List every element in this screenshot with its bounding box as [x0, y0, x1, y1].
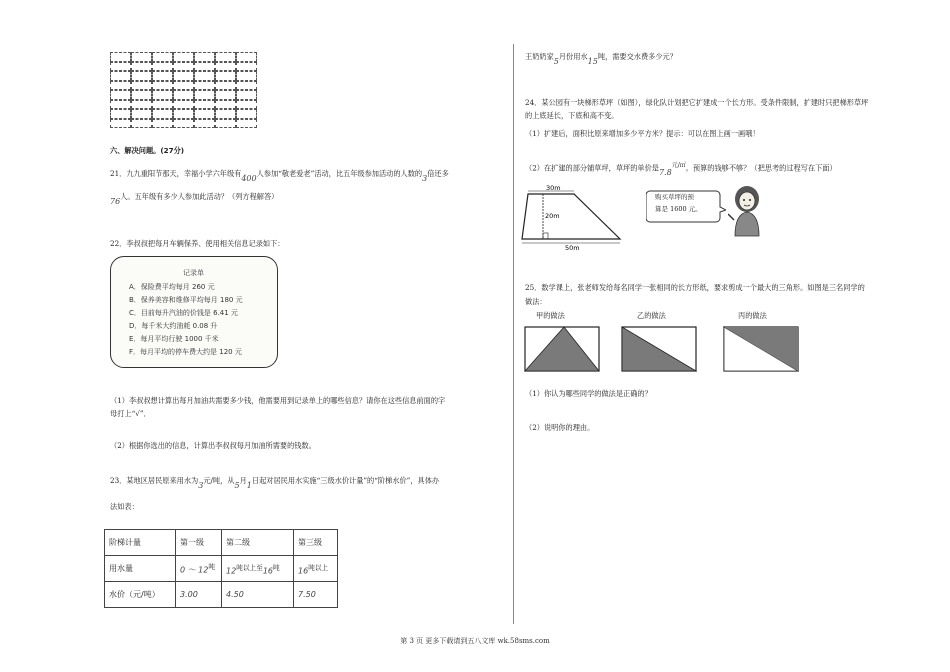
grid-cell	[131, 109, 152, 119]
grid-cell	[194, 71, 215, 81]
q24-line1: 24．某公园有一块梯形草坪（如图），绿化队计划把它扩建成一个长方形。受条件限制，扩建时只把梯形草坪	[525, 98, 869, 107]
q22-sub1-line1: （1）李叔叔想计算出每月加油共需要多少钱，他需要用到记录单上的哪些信息？请你在这些信息前面的字	[110, 396, 446, 405]
grid-cell	[194, 100, 215, 110]
table-cell: $16^{吨以上}$	[294, 556, 338, 582]
grid-cell	[215, 100, 236, 110]
table-row	[105, 582, 338, 608]
grid-cell	[236, 62, 257, 72]
grid-cell	[194, 90, 215, 100]
table-header: 第三级	[294, 530, 338, 556]
q24-line2: 的上底延长，下底和高不变。	[525, 111, 619, 120]
grid-cell	[215, 71, 236, 81]
section-title: 六、解决问题。(27分)	[110, 146, 185, 155]
grid-cell	[152, 109, 173, 119]
q22-intro: 22．李叔叔把每月车辆保养、使用相关信息记录如下：	[110, 239, 285, 248]
bubble-text-1: 购买草坪的预	[655, 193, 694, 201]
grid-cell	[131, 71, 152, 81]
record-item: C．目前每升汽油的价钱是 6.41 元	[129, 309, 238, 317]
grid-cell	[173, 100, 194, 110]
method-label-bing: 丙的做法	[738, 311, 767, 320]
q21-line2: 76人。五年级有多少人参加此活动？（列方程解答）	[110, 192, 279, 206]
grid-cell	[173, 81, 194, 91]
q23-line2: 法如表：	[110, 502, 139, 511]
method-label-yi: 乙的做法	[637, 311, 666, 320]
record-item: A．保险费平均每月 260 元	[129, 283, 215, 291]
table-cell: 用水量	[105, 556, 176, 582]
grid-cell	[152, 52, 173, 62]
grid-cell	[194, 62, 215, 72]
rectangle-jia	[524, 326, 600, 372]
record-item: B．保养美容和维修平均每月 180 元	[129, 296, 243, 304]
table-row	[105, 556, 338, 582]
teacher-illustration-icon	[728, 184, 770, 238]
height-label: 20m	[545, 212, 560, 220]
q25-sub1: （1）你认为哪些同学的做法是正确的？	[525, 389, 652, 398]
record-item: E．每月平均行驶 1000 千米	[129, 335, 219, 343]
table-cell: 0 ～ $12^吨$	[176, 556, 222, 582]
grid-cell	[152, 119, 173, 129]
grid-cell	[236, 52, 257, 62]
grid-cell	[110, 109, 131, 119]
grid-cell	[215, 109, 236, 119]
grid-cell	[173, 52, 194, 62]
grid-cell	[236, 90, 257, 100]
grid-cell	[110, 71, 131, 81]
grid-cell	[131, 62, 152, 72]
grid-cell	[131, 52, 152, 62]
q25-line2: 做法：	[525, 297, 547, 306]
grid-cell	[131, 100, 152, 110]
table-header: 第一级	[176, 530, 222, 556]
q25-sub2: （2）说明你的理由。	[525, 423, 595, 432]
grid-cell	[110, 100, 131, 110]
grid-cell	[236, 119, 257, 129]
grid-cell	[194, 119, 215, 129]
water-price-table	[104, 529, 338, 608]
grid-cell	[236, 81, 257, 91]
grid-cell	[131, 90, 152, 100]
grid-cell	[152, 62, 173, 72]
record-sheet	[110, 256, 278, 368]
column-divider	[513, 44, 514, 624]
record-item: D．每千米大约油耗 0.08 升	[129, 322, 218, 330]
method-label-jia: 甲的做法	[536, 311, 565, 320]
grid-cell	[173, 109, 194, 119]
record-item: F．每月平均的停车费大约是 120 元	[129, 348, 242, 356]
q25-line1: 25．数学课上，张老师发给每名同学一张相同的长方形纸，要求剪成一个最大的三角形。如图是三名同学的	[525, 283, 865, 292]
grid-cell	[110, 90, 131, 100]
q24-sub1: （1）扩建后，面积比原来增加多少平方米？提示：可以在图上画一画哦！	[525, 129, 760, 138]
table-cell: 7.50	[294, 582, 338, 608]
grid-cell	[131, 119, 152, 129]
bubble-text-2: 算是 1600 元。	[655, 205, 702, 213]
q22-sub2: （2）根据你选出的信息，计算出李叔叔每月加油所需要的钱数。	[110, 441, 316, 450]
table-cell: 3.00	[176, 582, 222, 608]
table-cell: 水价（元/吨）	[105, 582, 176, 608]
grid-cell	[110, 62, 131, 72]
q24-sub2: （2）在扩建的部分铺草坪，草坪的单价是$7.8^{元/㎡}$。预算的钱够不够？（把思考的过程写在下面）	[525, 162, 837, 178]
grid-cell	[110, 52, 131, 62]
grid-cell	[215, 62, 236, 72]
grid-cell	[236, 109, 257, 119]
table-row	[105, 530, 338, 556]
grid-cell	[152, 90, 173, 100]
grid-cell	[215, 52, 236, 62]
q22-sub1-line2: 母打上“√”．	[110, 409, 151, 418]
grid-cell	[152, 71, 173, 81]
grid-cell	[215, 90, 236, 100]
page-footer: 第 3 页 更多下载请到五八文库 wk.58sms.com	[400, 637, 550, 645]
trapezoid-diagram	[515, 182, 635, 252]
grid-cell	[173, 71, 194, 81]
grid-cell	[194, 52, 215, 62]
table-header: 阶梯计量	[105, 530, 176, 556]
bottom-base-label: 50m	[565, 244, 580, 252]
grid-cell	[131, 81, 152, 91]
grid-cell	[194, 109, 215, 119]
grid-cell	[110, 119, 131, 129]
grid-cell	[152, 81, 173, 91]
grid-cell	[236, 71, 257, 81]
grid-cell	[152, 100, 173, 110]
grid-cell	[215, 119, 236, 129]
table-cell: 4.50	[222, 582, 294, 608]
grid-cell	[173, 90, 194, 100]
grid-cell	[194, 81, 215, 91]
grid-cell	[173, 119, 194, 129]
top-base-label: 30m	[546, 184, 561, 192]
rectangle-bing	[723, 326, 799, 372]
q23-line1: 23．某地区居民原来用水为3元/吨，从5月1日起对居民用水实施“三级水价计量”的“阶梯水价”，具体办	[110, 476, 440, 490]
q21-line1: 21．九九重阳节那天，幸福小学六年级有400人参加“敬老爱老”活动，比五年级参加活动的人数的3倍还多	[110, 169, 449, 183]
rectangle-yi	[621, 326, 697, 372]
grid-cell	[236, 100, 257, 110]
grid-cell	[173, 62, 194, 72]
q23-continuation: 王奶奶家5月份用水15吨，需要交水费多少元？	[525, 52, 677, 66]
table-cell: $12^{吨以上至}16^吨$	[222, 556, 294, 582]
grid-cell	[215, 81, 236, 91]
grid-cell	[110, 81, 131, 91]
table-header: 第二级	[222, 530, 294, 556]
record-title: 记录单	[183, 269, 204, 277]
